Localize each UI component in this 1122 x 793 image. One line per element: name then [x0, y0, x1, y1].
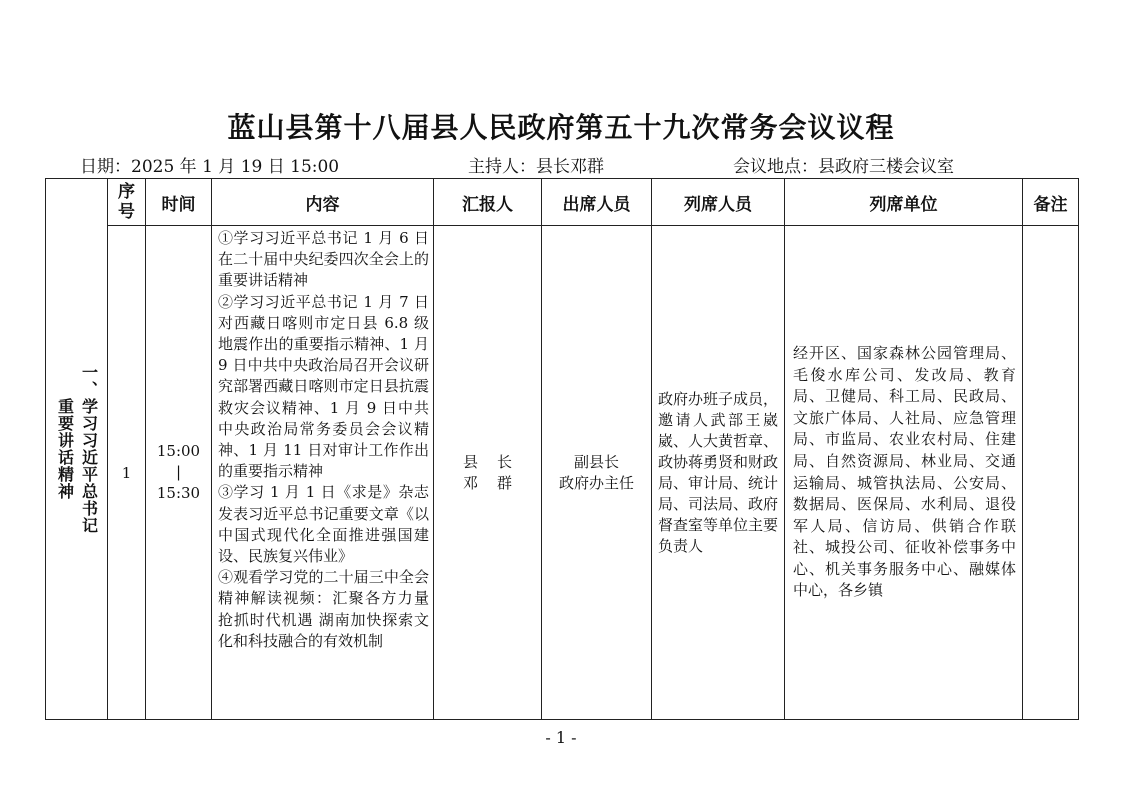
- header-units: 列席单位: [785, 179, 1023, 226]
- table-header-row: [46, 179, 1079, 226]
- header-attendees: 出席人员: [542, 179, 652, 226]
- content-item-4: ④观看学习党的二十届三中全会精神解读视频：汇聚各方力量 抢抓时代机遇 湖南加快探索文化和科技融合的有效机制: [218, 568, 429, 650]
- row-observers: 政府办班子成员，邀请人武部王崴崴、人大黄哲章、政协蒋勇贤和财政局、审计局、统计局、司法局、政府督查室等单位主要负责人: [652, 226, 785, 720]
- attendee-2: 政府办主任: [558, 473, 634, 492]
- content-item-1: ①学习习近平总书记 1 月 6 日在二十届中央纪委四次全会上的重要讲话精神: [218, 229, 429, 290]
- attendee-1: 副县长: [573, 452, 619, 471]
- header-seq-line1: 序: [118, 182, 135, 202]
- row-time-start: 15:00: [156, 442, 201, 460]
- meeting-date: 日期：2025 年 1 月 19 日 15:00: [80, 157, 340, 177]
- section-title-line1: 一、学习习近平总书记: [79, 364, 99, 534]
- header-seq: [108, 179, 146, 226]
- row-seq: 1: [108, 226, 146, 720]
- table-row: [46, 226, 1079, 720]
- content-item-2: ②学习习近平总书记 1 月 7 日对西藏日喀则市定日县 6.8 级地震作出的重要指示精神、1 月 9 日中共中央政治局召开会议研究部署西藏日喀则市定日县抗震救灾会议精神、1 月 9 日中共中央政治局常务委员会会议精神、1 月 11 日对审计工作作出的重要指示精神: [218, 292, 429, 481]
- header-time: 时间: [146, 179, 212, 226]
- reporter-title: 县 长: [462, 452, 513, 471]
- row-units: 经开区、国家森林公园管理局、毛俊水库公司、发改局、教育局、卫健局、科工局、民政局、文旅广体局、人社局、应急管理局、市监局、农业农村局、住建局、自然资源局、林业局、交通运输局、城管执法局、公安局、数据局、医保局、水利局、退役军人局、信访局、供销合作联社、城投公司、征收补偿事务中心、机关事务服务中心、融媒体中心，各乡镇: [785, 226, 1023, 720]
- reporter-name: 邓 群: [462, 473, 513, 492]
- document-title: 蓝山县第十八届县人民政府第五十九次常务会议议程: [227, 111, 895, 144]
- row-attendees: [542, 226, 652, 720]
- header-reporter: 汇报人: [434, 179, 542, 226]
- row-notes: [1023, 226, 1079, 720]
- page-number: - 1 -: [545, 728, 577, 747]
- row-reporter: [434, 226, 542, 720]
- row-content: [212, 226, 434, 720]
- header-content: 内容: [212, 179, 434, 226]
- section-title-line2: 重要讲话精神: [55, 398, 75, 500]
- header-observers: 列席人员: [652, 179, 785, 226]
- meeting-location: 会议地点：县政府三楼会议室: [733, 157, 954, 177]
- header-seq-line2: 号: [118, 202, 135, 222]
- header-notes: 备注: [1023, 179, 1079, 226]
- section-title-cell: [46, 179, 108, 720]
- content-item-3: ③学习 1 月 1 日《求是》杂志发表习近平总书记重要文章《以中国式现代化全面推进强国建设、民族复兴伟业》: [218, 483, 429, 566]
- row-time-separator: |: [175, 463, 182, 481]
- meeting-host: 主持人：县长邓群: [468, 157, 604, 177]
- agenda-table: [45, 178, 1079, 720]
- row-time-end: 15:30: [156, 484, 201, 502]
- row-time: [146, 226, 212, 720]
